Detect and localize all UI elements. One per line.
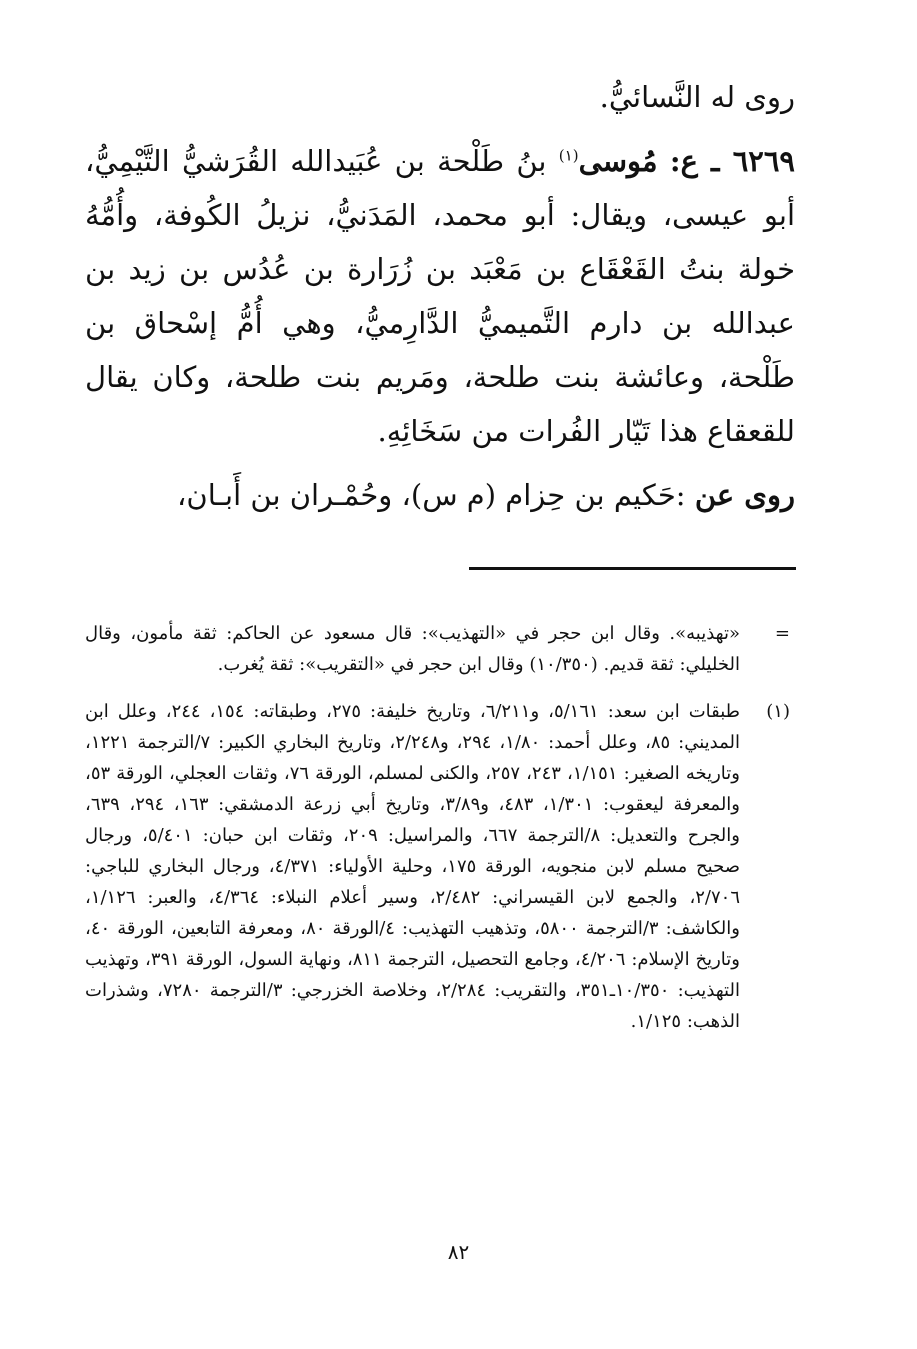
- nasai-line: روى له النَّسائيُّ.: [599, 80, 795, 114]
- footnote-text: طبقات ابن سعد: ٥/١٦١، و٦/٢١١، وتاريخ خليفة: ٢٧٥، وطبقاته: ١٥٤، ٢٤٤، وعلل ابن المديني: ٨٥، وعلل أحمد: ١/٨٠، ٢٩٤، و٢/٢٤٨، وتاريخ البخاري الكبير: ٧/الترجمة ١٢٢١، وتاريخه الصغير: ١/١٥١، ٢٤٣، ٢٥٧، والكنى لمسلم، الورقة ٧٦، وثقات العجلي، الورقة ٥٣، والمعرفة ليعقوب: ١/٣٠١، ٤٨٣، و٣/٨٩، وتاريخ أبي زرعة الدمشقي: ١٦٣، ٢٩٤، ٦٣٩، والجرح والتعديل: ٨/الترجمة ٦٦٧، والمراسيل: ٢٠٩، وثقات ابن حبان: ٥/٤٠١، ورجال صحيح مسلم لابن منجويه، الورقة ١٧٥، وحلية الأولياء: ٤/٣٧١، ورجال البخاري للباجي: ٢/٧٠٦، والجمع لابن القيسراني: ٢/٤٨٢، وسير أعلام النبلاء: ٤/٣٦٤، والعبر: ١/١٢٦، والكاشف: ٣/الترجمة ٥٨٠٠، وتذهيب التهذيب: ٤/الورقة ٨٠، ومعرفة التابعين، الورقة ٤٠، وتاريخ الإسلام: ٤/٢٠٦، وجامع التحصيل، الترجمة ٨١١، ونهاية السول، الورقة ٣٩١، وتهذيب التهذيب: ١٠/٣٥٠ـ٣٥١، والتقريب: ٢/٢٨٤، وخلاصة الخزرجي: ٣/الترجمة ٧٢٨٠، وشذرات الذهب: ١/١٢٥.: [85, 701, 741, 1032]
- footnote-text: «تهذيبه». وقال ابن حجر في «التهذيب»: قال مسعود عن الحاكم: ثقة مأمون، وقال الخليلي: ثقة قديم. (١٠/٣٥٠) وقال ابن حجر في «التقريب»: ثقة يُغرب.: [85, 623, 740, 675]
- footnote-marker: (١): [766, 701, 790, 722]
- paragraph-narrated: [85, 468, 795, 522]
- narrated-text: :حَكيم بن حِزام (م س)، وحُمْـران بن أَبـان،: [177, 478, 686, 512]
- footnote-divider: [469, 567, 796, 570]
- footnote-continued: [85, 618, 790, 680]
- paragraph-nasai: [85, 70, 795, 124]
- footnotes: [85, 618, 790, 1037]
- page-number: ٨٢: [447, 1240, 470, 1264]
- footnote-1: [85, 696, 790, 1037]
- footnote-ref-1: (١): [558, 146, 579, 165]
- main-text: [85, 70, 795, 522]
- narrated-label: روى عن: [694, 478, 795, 512]
- entry-name: مُوسى: [578, 144, 658, 178]
- footnote-marker: =: [774, 623, 790, 644]
- entry-number: ٦٢٦٩ ـ ع:: [669, 144, 796, 178]
- paragraph-entry: [85, 134, 795, 458]
- entry-text: بنُ طَلْحة بن عُبَيدالله القُرَشيُّ التَّيْمِيُّ، أبو عيسى، ويقال: أبو محمد، المَدَنيُّ، نزيلُ الكُوفة، وأُمُّهُ خولة بنتُ القَعْقَاع بن مَعْبَد بن زُرَارة بن عُدُس بن زيد بن عبدالله بن دارم التَّميميُّ الدَّارِميُّ، وهي أُمُّ إسْحاق بن طَلْحة، وعائشة بنت طلحة، ومَريم بنت طلحة، وكان يقال للقعقاع هذا تَيّار الفُرات من سَخَائِهِ.: [85, 144, 795, 448]
